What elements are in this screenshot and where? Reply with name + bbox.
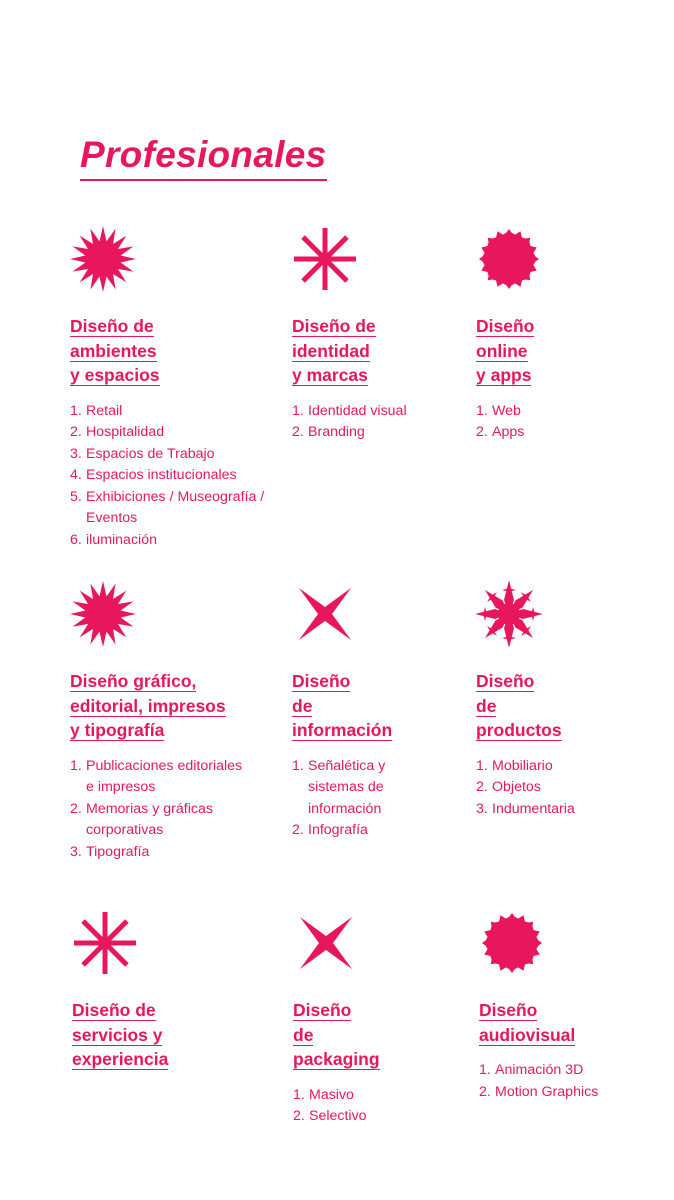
list-item-label: Mobiliario [492, 757, 553, 774]
section-heading-line: productos [476, 720, 562, 740]
list-item [70, 842, 270, 864]
list-item-number: 2. [476, 779, 488, 795]
section-heading-line: y marcas [292, 365, 368, 385]
list-item [476, 422, 674, 444]
service-section [70, 581, 270, 863]
list-item-number: 2. [479, 1083, 491, 1100]
list-item-label: Espacios institucionales [86, 467, 237, 483]
list-item [293, 1106, 493, 1128]
list-item-label: Publicaciones editoriales e impresos [86, 757, 243, 795]
section-heading-line: de [293, 1024, 314, 1045]
list-item-number: 1. [293, 1086, 305, 1103]
section-heading-line: de [476, 695, 497, 716]
section-heading-line: Diseño [292, 671, 351, 691]
section-heading [72, 998, 272, 1072]
section-list [70, 401, 270, 552]
list-item [70, 465, 270, 487]
service-section [292, 581, 492, 842]
list-item [70, 422, 270, 444]
section-heading [292, 314, 492, 388]
list-item-number: 1. [292, 402, 304, 419]
list-item-label: Selectivo [309, 1108, 367, 1124]
list-item-label: Espacios de Trabajo [86, 445, 215, 462]
section-list [70, 756, 270, 864]
list-item-label: Branding [308, 424, 365, 440]
section-heading-line: editorial, impresos [70, 695, 226, 716]
gear-flower-icon [479, 910, 545, 976]
list-item-label: iluminación [86, 531, 157, 548]
section-heading [70, 669, 270, 743]
list-item-label: Hospitalidad [86, 424, 165, 440]
section-heading-line: de [292, 695, 313, 716]
list-item-number: 2. [293, 1108, 305, 1124]
list-item-number: 5. [70, 488, 82, 505]
list-item-label: Web [492, 402, 521, 419]
list-item-number: 1. [479, 1062, 491, 1078]
service-section [72, 910, 272, 1072]
section-heading-line: servicios y [72, 1024, 163, 1045]
list-item [479, 1060, 674, 1082]
section-heading-line: y apps [476, 365, 532, 385]
section-heading [479, 998, 674, 1047]
section-heading-line: Diseño de [292, 316, 376, 336]
list-item [70, 530, 270, 552]
service-section [476, 226, 674, 444]
section-list [293, 1085, 493, 1128]
list-item [476, 756, 674, 778]
list-item-number: 2. [292, 424, 304, 440]
list-item [292, 401, 492, 423]
section-list [476, 756, 674, 821]
list-item-number: 2. [70, 424, 82, 440]
list-item [292, 820, 492, 842]
list-item-label: Apps [492, 424, 525, 440]
section-heading [70, 314, 270, 388]
section-heading-line: identidad [292, 340, 370, 361]
list-item [293, 1085, 493, 1107]
starburst-icon [70, 226, 136, 292]
section-heading-line: experiencia [72, 1049, 169, 1069]
list-item [70, 444, 270, 466]
list-item [70, 799, 270, 842]
list-item-label: Infografía [308, 822, 368, 838]
section-heading-line: Diseño de [70, 316, 154, 336]
list-item-label: Indumentaria [492, 800, 575, 817]
list-item-label: Animación 3D [495, 1062, 584, 1078]
list-item [70, 401, 270, 423]
section-heading-line: Diseño gráfico, [70, 671, 197, 691]
list-item [292, 422, 492, 444]
list-item [70, 756, 270, 799]
list-item-number: 3. [70, 445, 82, 462]
service-section [479, 910, 674, 1103]
list-item-number: 1. [476, 402, 488, 419]
list-item [476, 777, 674, 799]
section-heading-line: información [292, 720, 393, 740]
gear-flower-icon [476, 226, 542, 292]
list-item [292, 756, 492, 821]
section-heading-line: Diseño de [72, 1000, 156, 1020]
list-item-number: 4. [70, 467, 82, 483]
section-heading [476, 669, 674, 743]
section-heading-line: y tipografía [70, 720, 165, 740]
list-item-number: 3. [476, 800, 488, 817]
section-list [292, 756, 492, 842]
list-item-number: 6. [70, 531, 82, 548]
section-heading-line: Diseño [479, 1000, 538, 1020]
section-heading [476, 314, 674, 388]
four-point-star-icon [293, 910, 359, 976]
list-item-label: Identidad visual [308, 402, 407, 419]
asterisk-icon [72, 910, 138, 976]
list-item-label: Masivo [309, 1086, 354, 1103]
list-item-number: 2. [292, 822, 304, 838]
section-list [476, 401, 674, 444]
section-heading [293, 998, 493, 1072]
service-section [293, 910, 493, 1128]
asterisk-icon [292, 226, 358, 292]
section-heading-line: y espacios [70, 365, 160, 385]
section-heading-line: ambientes [70, 340, 157, 361]
list-item-label: Señalética y sistemas de información [308, 757, 386, 817]
list-item-label: Tipografía [86, 843, 150, 860]
list-item [479, 1082, 674, 1104]
list-item-number: 2. [70, 800, 82, 817]
four-point-star-icon [292, 581, 358, 647]
list-item [70, 487, 270, 530]
list-item-number: 1. [70, 757, 82, 774]
service-section [476, 581, 674, 820]
starburst-icon [70, 581, 136, 647]
list-item-number: 2. [476, 424, 488, 440]
spiky-flower-icon [476, 581, 542, 647]
section-heading-line: packaging [293, 1049, 380, 1069]
list-item-number: 1. [476, 757, 488, 774]
section-heading-line: Diseño [476, 671, 535, 691]
list-item-label: Retail [86, 402, 123, 419]
section-heading-line: online [476, 340, 528, 361]
list-item-label: Objetos [492, 779, 541, 795]
service-section [292, 226, 492, 444]
list-item-label: Motion Graphics [495, 1083, 599, 1100]
section-heading-line: Diseño [293, 1000, 352, 1020]
page-title: Profesionales [80, 132, 327, 181]
service-section [70, 226, 270, 551]
list-item-number: 1. [70, 402, 82, 419]
section-list [292, 401, 492, 444]
list-item-number: 1. [292, 757, 304, 774]
section-list [479, 1060, 674, 1103]
list-item [476, 401, 674, 423]
list-item [476, 799, 674, 821]
section-heading-line: Diseño [476, 316, 535, 336]
section-heading-line: audiovisual [479, 1024, 576, 1045]
section-heading [292, 669, 492, 743]
list-item-label: Memorias y gráficas corporativas [86, 800, 213, 838]
list-item-number: 3. [70, 843, 82, 860]
list-item-label: Exhibiciones / Museografía / Eventos [86, 488, 265, 526]
